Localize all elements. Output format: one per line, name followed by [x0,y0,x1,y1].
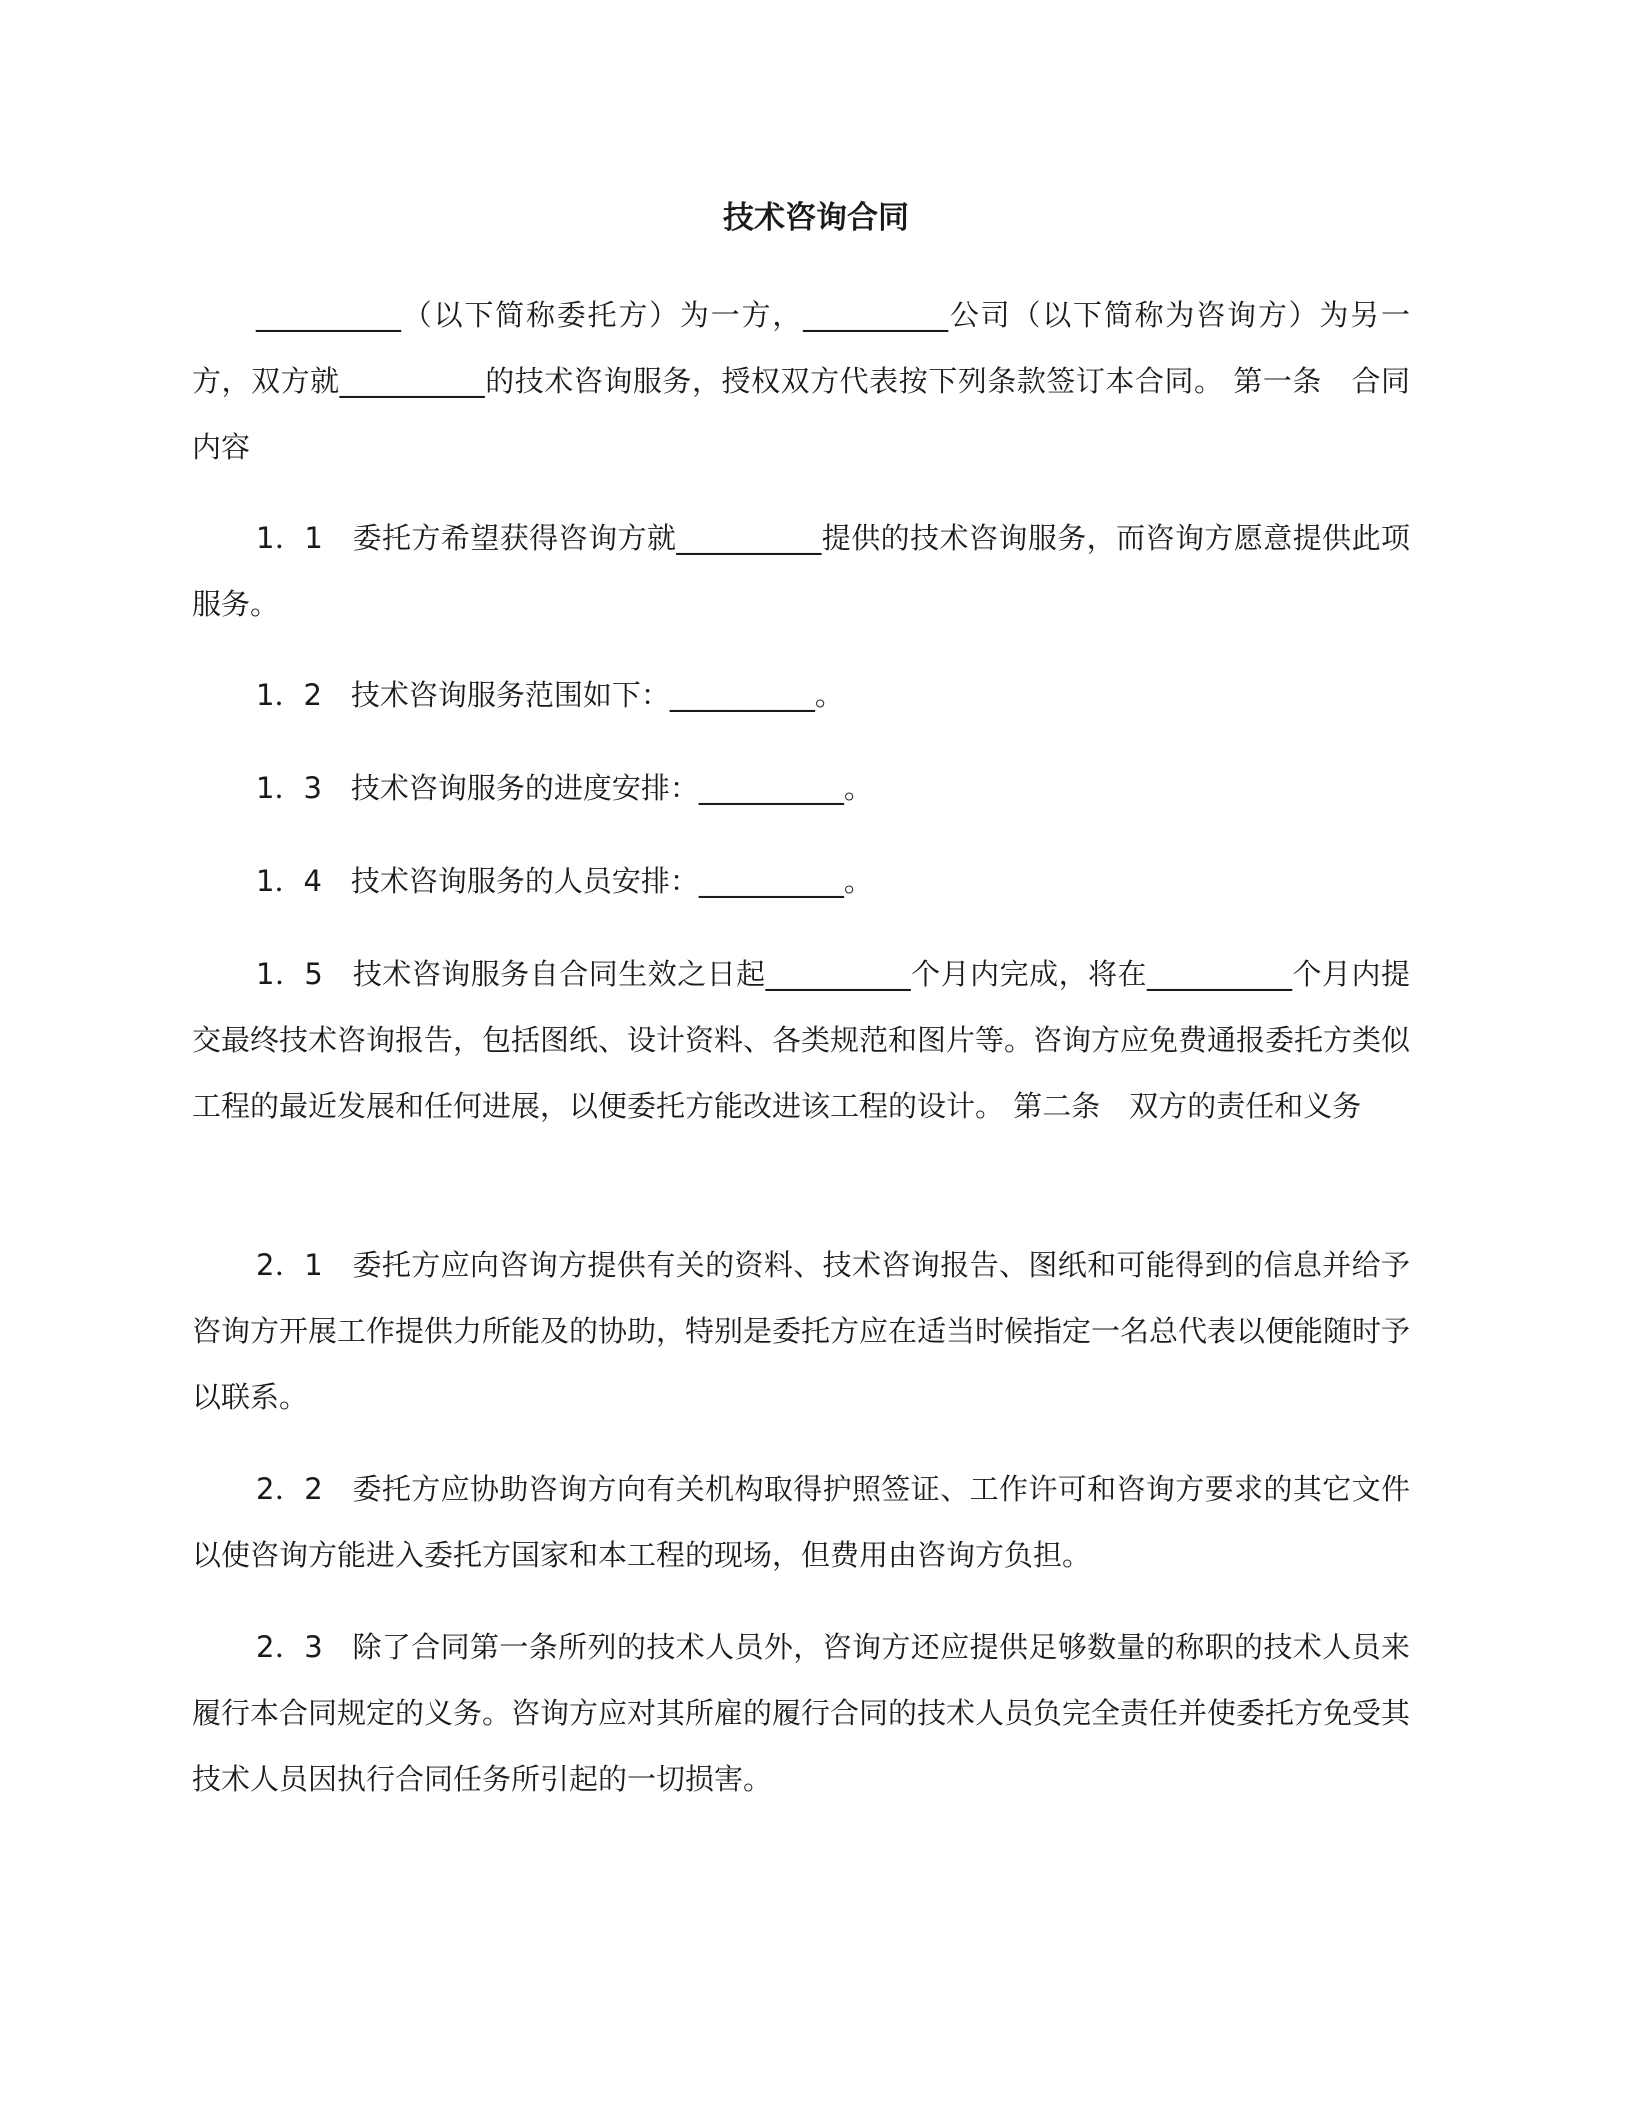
preamble-paragraph: __________（以下简称委托方）为一方，__________公司（以下简称为咨询方）为另一方，双方就__________的技术咨询服务，授权双方代表按下列条款签订本合同。 第一条 合同内容 [192,298,1410,464]
clause-1-3: 1．3 技术咨询服务的进度安排：__________。 [256,771,873,805]
clause-1-2: 1．2 技术咨询服务范围如下：__________。 [256,678,844,712]
clause-2-2: 2．2 委托方应协助咨询方向有关机构取得护照签证、工作许可和咨询方要求的其它文件以使咨询方能进入委托方国家和本工程的现场，但费用由咨询方负担。 [192,1472,1410,1572]
clause-1-5: 1．5 技术咨询服务自合同生效之日起__________个月内完成，将在__________个月内提交最终技术咨询报告，包括图纸、设计资料、各类规范和图片等。咨询方应免费通报委托方类似工程的最近发展和任何进展，以便委托方能改进该工程的设计。 第二条 双方的责任和义务 [192,957,1411,1123]
clause-2-3: 2．3 除了合同第一条所列的技术人员外，咨询方还应提供足够数量的称职的技术人员来履行本合同规定的义务。咨询方应对其所雇的履行合同的技术人员负完全责任并使委托方免受其技术人员因执行合同任务所引起的一切损害。 [192,1630,1411,1796]
document-title: 技术咨询合同 [723,200,909,236]
clause-1-4: 1．4 技术咨询服务的人员安排：__________。 [256,864,873,898]
clause-1-1: 1．1 委托方希望获得咨询方就__________提供的技术咨询服务，而咨询方愿意提供此项服务。 [192,521,1410,621]
clause-2-1: 2．1 委托方应向咨询方提供有关的资料、技术咨询报告、图纸和可能得到的信息并给予咨询方开展工作提供力所能及的协助，特别是委托方应在适当时候指定一名总代表以便能随时予以联系。 [192,1248,1411,1414]
